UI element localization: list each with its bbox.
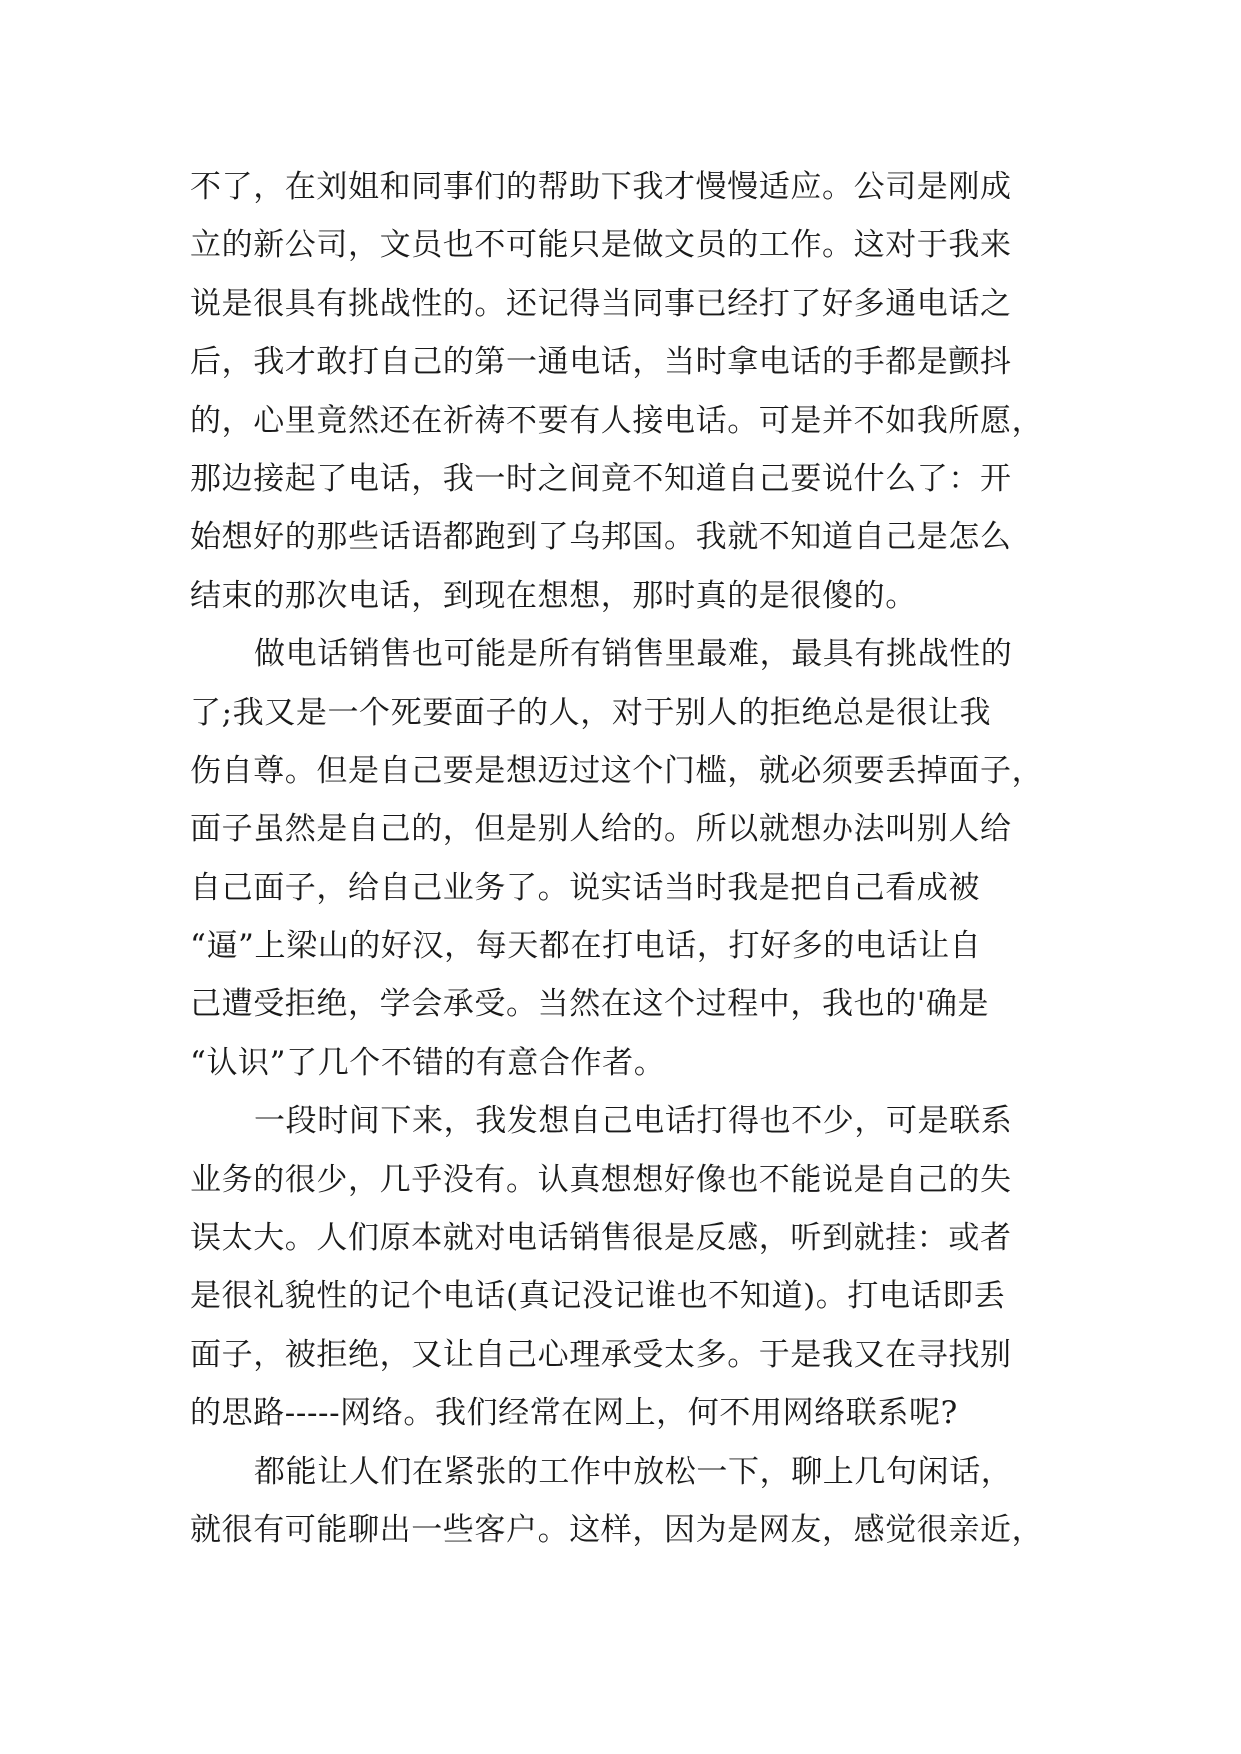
text-line: 了;我又是一个死要面子的人，对于别人的拒绝总是很让我 bbox=[190, 694, 992, 731]
text-line: 自己面子，给自己业务了。说实话当时我是把自己看成被 bbox=[190, 869, 980, 906]
text-line: 结束的那次电话，到现在想想，那时真的是很傻的。 bbox=[190, 577, 917, 614]
text-line: 说是很具有挑战性的。还记得当同事已经打了好多通电话之 bbox=[190, 285, 1012, 322]
text-line: “逼”上梁山的好汉，每天都在打电话，打好多的电话让自 bbox=[190, 928, 982, 965]
text-line: 始想好的那些话语都跑到了乌邦国。我就不知道自己是怎么 bbox=[190, 519, 1012, 556]
text-line: 面子，被拒绝，又让自己心理承受太多。于是我又在寻找别 bbox=[190, 1336, 1012, 1373]
text-line: 己遭受拒绝，学会承受。当然在这个过程中，我也的'确是 bbox=[190, 986, 990, 1023]
text-line: 就很有可能聊出一些客户。这样，因为是网友，感觉很亲近， bbox=[190, 1511, 1044, 1548]
text-line: 是很礼貌性的记个电话(真记没记谁也不知道)。打电话即丢 bbox=[190, 1278, 1006, 1315]
text-line: “认识”了几个不错的有意合作者。 bbox=[190, 1044, 666, 1081]
text-line: 都能让人们在紧张的工作中放松一下，聊上几句闲话， bbox=[254, 1453, 1013, 1490]
text-line: 误太大。人们原本就对电话销售很是反感，听到就挂：或者 bbox=[190, 1220, 1012, 1257]
text-line: 业务的很少，几乎没有。认真想想好像也不能说是自己的失 bbox=[190, 1161, 1012, 1198]
text-line: 一段时间下来，我发想自己电话打得也不少，可是联系 bbox=[254, 1103, 1013, 1140]
text-line: 后，我才敢打自己的第一通电话，当时拿电话的手都是颤抖 bbox=[190, 344, 1012, 381]
text-line: 立的新公司，文员也不可能只是做文员的工作。这对于我来 bbox=[190, 227, 1012, 264]
text-line: 的思路-----网络。我们经常在网上，何不用网络联系呢? bbox=[190, 1395, 958, 1432]
text-line: 那边接起了电话，我一时之间竟不知道自己要说什么了：开 bbox=[190, 460, 1012, 497]
text-line: 面子虽然是自己的，但是别人给的。所以就想办法叫别人给 bbox=[190, 811, 1012, 848]
text-line: 做电话销售也可能是所有销售里最难，最具有挑战性的 bbox=[254, 636, 1013, 673]
text-line: 伤自尊。但是自己要是想迈过这个门槛，就必须要丢掉面子， bbox=[190, 752, 1044, 789]
text-line: 不了，在刘姐和同事们的帮助下我才慢慢适应。公司是刚成 bbox=[190, 169, 1012, 205]
text-line: 的，心里竟然还在祈祷不要有人接电话。可是并不如我所愿， bbox=[190, 402, 1044, 439]
body-text bbox=[190, 158, 1050, 1559]
